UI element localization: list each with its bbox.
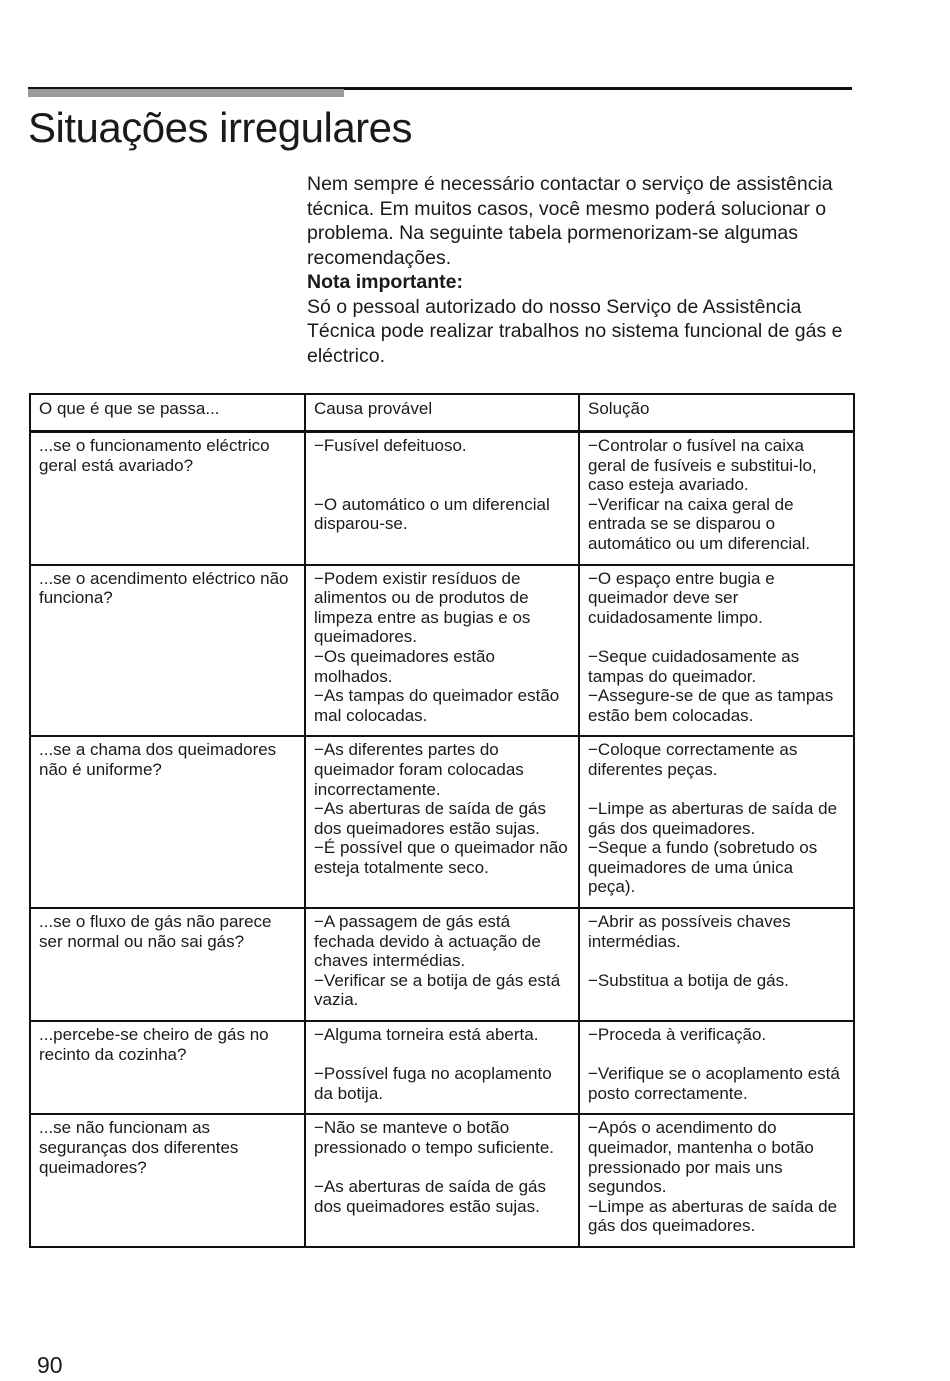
table-header-row [30, 394, 854, 432]
problem-cell: ...se a chama dos queimadores não é uniforme? [30, 736, 305, 908]
solution-cell [579, 432, 854, 565]
solution-cell [579, 565, 854, 737]
page-title: Situações irregulares [28, 104, 413, 151]
solution-cell [579, 1114, 854, 1247]
table-row [30, 432, 854, 565]
table-row [30, 1114, 854, 1247]
solution-item: −Abrir as possíveis chaves intermédias. [588, 912, 791, 951]
header-problem: O que é que se passa... [30, 394, 305, 432]
problem-cell: ...se o fluxo de gás não parece ser normal ou não sai gás? [30, 908, 305, 1021]
solution-cell [579, 1021, 854, 1114]
solution-item: −Seque a fundo (sobretudo os queimadores de uma única peça). [588, 838, 818, 897]
troubleshooting-table [29, 393, 855, 1248]
cause-item: −As tampas do queimador estão mal colocadas. [314, 686, 560, 725]
table-row [30, 736, 854, 908]
cause-item: −Não se manteve o botão pressionado o tempo suficiente. [314, 1118, 555, 1157]
cause-cell [305, 736, 579, 908]
problem-cell: ...se o funcionamento eléctrico geral está avariado? [30, 432, 305, 565]
cause-cell [305, 908, 579, 1021]
solution-item: −Após o acendimento do queimador, mantenha o botão pressionado por mais uns segundos. [588, 1118, 814, 1197]
header-solution: Solução [579, 394, 854, 432]
intro-block [307, 172, 852, 368]
solution-item: −Assegure-se de que as tampas estão bem colocadas. [588, 686, 834, 725]
solution-item: −Substitua a botija de gás. [588, 970, 789, 990]
cause-item: −Os queimadores estão molhados. [314, 646, 495, 686]
header-cause: Causa provável [305, 394, 579, 432]
cause-cell [305, 1021, 579, 1114]
note-heading: Nota importante: [307, 271, 463, 293]
cause-item: −Verificar se a botija de gás está vazia. [314, 970, 561, 1010]
intro-paragraph: Nem sempre é necessário contactar o serviço de assistência técnica. Em muitos casos, você mesmo poderá solucionar o problema. Na seguinte tabela pormenorizam-se algumas recomendações. [307, 173, 833, 269]
solution-cell [579, 908, 854, 1021]
solution-item: −O espaço entre bugia e queimador deve ser cuidadosamente limpo. [588, 568, 775, 627]
solution-item: −Verificar na caixa geral de entrada se se disparou o automático ou um diferencial. [588, 494, 811, 553]
table-row [30, 908, 854, 1021]
cause-item: −É possível que o queimador não esteja totalmente seco. [314, 838, 568, 877]
solution-item: −Proceda à verificação. [588, 1025, 767, 1045]
cause-cell [305, 565, 579, 737]
problem-cell: ...percebe-se cheiro de gás no recinto da cozinha? [30, 1021, 305, 1114]
cause-item: −A passagem de gás está fechada devido à actuação de chaves intermédias. [314, 912, 541, 971]
solution-item: −Limpe as aberturas de saída de gás dos queimadores. [588, 799, 838, 838]
solution-item: −Verifique se o acoplamento está posto correctamente. [588, 1064, 840, 1103]
page-number: 90 [37, 1352, 63, 1378]
cause-cell [305, 432, 579, 565]
cause-item: −Fusível defeituoso. [314, 436, 467, 455]
cause-item: −O automático o um diferencial disparou-se. [314, 494, 550, 534]
cause-item: −As aberturas de saída de gás dos queimadores estão sujas. [314, 799, 547, 838]
cause-cell [305, 1114, 579, 1247]
cause-item: −Possível fuga no acoplamento da botija. [314, 1064, 552, 1103]
table-row [30, 1021, 854, 1114]
solution-cell [579, 736, 854, 908]
problem-cell: ...se não funcionam as seguranças dos diferentes queimadores? [30, 1114, 305, 1247]
header-accent-bar [28, 89, 344, 97]
cause-item: −Podem existir resíduos de alimentos ou de produtos de limpeza entre as bugias e os queimadores. [314, 568, 531, 647]
note-text: Só o pessoal autorizado do nosso Serviço de Assistência Técnica pode realizar trabalhos no sistema funcional de gás e eléctrico. [307, 295, 843, 367]
solution-item: −Coloque correctamente as diferentes peças. [588, 740, 798, 779]
solution-item: −Controlar o fusível na caixa geral de fusíveis e substitui-lo, caso esteja avariado. [588, 436, 817, 495]
cause-item: −As diferentes partes do queimador foram colocadas incorrectamente. [314, 740, 524, 799]
cause-item: −Alguma torneira está aberta. [314, 1025, 539, 1045]
solution-item: −Seque cuidadosamente as tampas do queimador. [588, 646, 800, 686]
problem-cell: ...se o acendimento eléctrico não funciona? [30, 565, 305, 737]
cause-item: −As aberturas de saída de gás dos queimadores estão sujas. [314, 1177, 547, 1216]
solution-item: −Limpe as aberturas de saída de gás dos queimadores. [588, 1196, 838, 1236]
table-row [30, 565, 854, 737]
